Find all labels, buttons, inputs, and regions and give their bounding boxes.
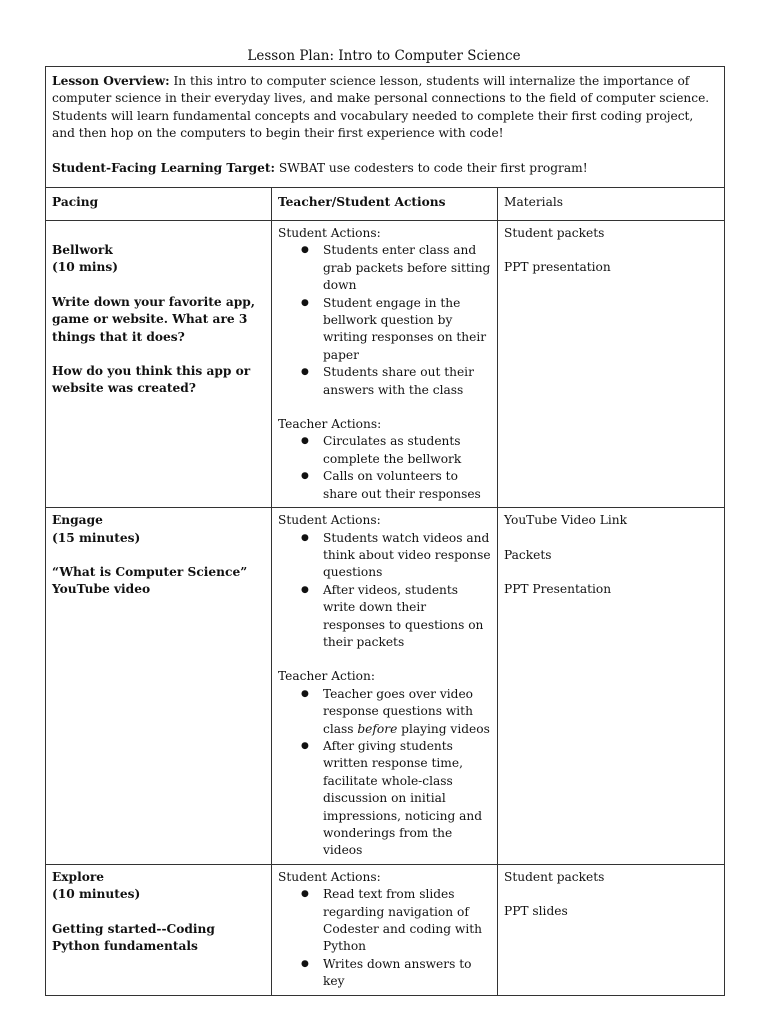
pacing-question: How do you think this app or website was created? [52,364,251,396]
pacing-duration: (10 mins) [52,260,118,275]
list-item: ● Student engage in the bellwork question by writing responses on their paper [323,295,491,365]
table-row [46,864,725,995]
pacing-cell [46,864,272,995]
header-materials: Materials [498,188,725,221]
pacing-prompt: Getting started--Coding Python fundamentals [52,921,215,954]
list-item-emphasis: before [357,721,398,736]
material-item: Student packets [504,869,605,884]
pacing-heading: Engage [52,513,103,528]
header-pacing: Pacing [46,188,272,221]
student-actions-label: Student Actions: [278,226,381,240]
overview-cell [46,67,725,188]
pacing-heading: Bellwork [52,243,113,257]
pacing-prompt: “What is Computer Science” YouTube video [52,564,248,597]
teacher-actions-list [278,686,491,860]
overview-paragraph [52,73,718,143]
overview-label: Lesson Overview: [52,74,170,88]
list-item: ● Students watch videos and think about video response questions [323,530,491,582]
header-actions: Teacher/Student Actions [272,188,498,221]
list-item: ● After giving students written response time, facilitate whole-class discussion on initial impressions, noticing and wonderings from the videos [323,738,491,860]
pacing-cell [46,221,272,508]
material-item: Student packets [504,226,605,240]
material-item: YouTube Video Link [504,513,627,528]
table-row [46,221,725,508]
table-row [46,508,725,865]
list-item: ● Circulates as students complete the bellwork [323,433,491,468]
materials-cell [498,221,725,508]
material-item: PPT presentation [504,260,611,275]
student-actions-list [278,242,491,399]
list-item: ● Calls on volunteers to share out their responses [323,468,491,503]
overview-text: In this intro to computer science lesson, students will internalize the importance of computer science in their everyday lives, and make personal connections to the field of computer science. Students will learn fundamental concepts and vocabulary needed to complete their first coding project, and then hop on the computers to begin their first experience with code! [52,74,710,141]
material-item: PPT slides [504,904,568,919]
teacher-actions-label: Teacher Action: [278,669,375,684]
document-title: Lesson Plan: Intro to Computer Science [247,48,521,64]
student-actions-label: Student Actions: [278,869,381,884]
student-actions-list [278,530,491,652]
list-item: ● Students enter class and grab packets before sitting down [323,242,491,294]
learning-target-paragraph [52,160,718,177]
materials-cell [498,508,725,865]
materials-cell [498,864,725,995]
teacher-actions-list [278,433,491,503]
learning-target-label: Student-Facing Learning Target: [52,160,276,175]
list-item: ● Read text from slides regarding navigation of Codester and coding with Python [323,886,491,956]
list-item-text: Teacher goes over video response questions with class [323,686,473,736]
overview-row [46,67,725,188]
pacing-cell [46,508,272,865]
list-item: ● After videos, students write down their responses to questions on their packets [323,582,491,652]
actions-cell [272,864,498,995]
teacher-actions-label: Teacher Actions: [278,417,382,432]
pacing-duration: (10 minutes) [52,887,141,902]
list-item: ● Students share out their answers with the class [323,364,491,399]
header-row [46,188,725,221]
material-item: Packets [504,547,552,562]
list-item [323,686,491,738]
material-item: PPT Presentation [504,581,612,596]
learning-target-text: SWBAT use codesters to code their first program! [275,160,588,175]
actions-cell [272,508,498,865]
pacing-duration: (15 minutes) [52,530,141,545]
pacing-prompt: Write down your favorite app, game or website. What are 3 things that it does? [52,294,256,344]
actions-cell [272,221,498,508]
lesson-plan-table [45,66,725,996]
list-item: ● Writes down answers to key [323,956,491,991]
student-actions-label: Student Actions: [278,513,381,528]
student-actions-list [278,886,491,990]
pacing-heading: Explore [52,869,105,884]
list-item-text: playing videos [397,721,490,736]
